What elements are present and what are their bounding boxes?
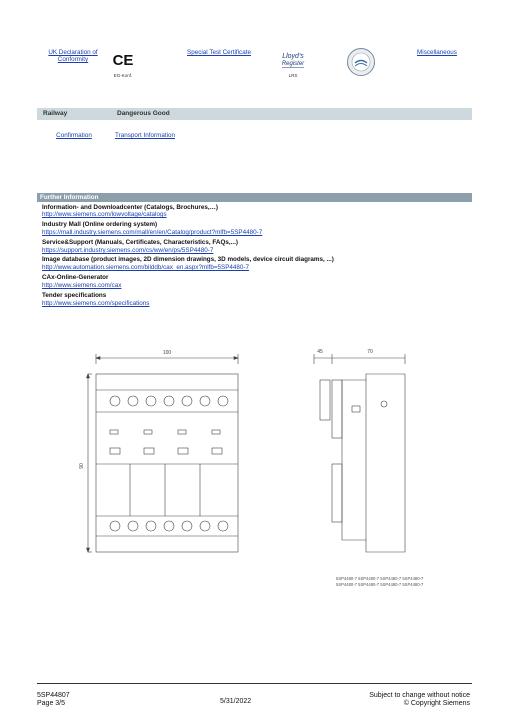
info-title-downloadcenter: Information- and Downloadcenter (Catalogs, Brochures,…) xyxy=(42,204,218,211)
info-link-downloadcenter[interactable]: http://www.siemens.com/lowvoltage/catalogs xyxy=(42,211,167,218)
lloyds-register-logo-icon xyxy=(279,50,307,70)
side-view xyxy=(314,354,405,552)
info-title-industry-mall: Industry Mall (Online ordering system) xyxy=(42,221,158,228)
footer-product-id: 5SP44807 xyxy=(37,692,70,699)
further-information-title: Further Information xyxy=(40,194,99,201)
marine-certificate-seal-icon xyxy=(346,47,376,77)
further-information-header xyxy=(37,193,472,202)
dimension-top-offset-label: 45 xyxy=(317,349,323,355)
info-title-image-database: Image database (product images, 2D dimension drawings, 3D models, device circuit diagrams, ...) xyxy=(42,256,334,263)
info-title-cax-generator: CAx-Online-Generator xyxy=(42,274,109,281)
dimension-height-label: 90 xyxy=(79,463,85,469)
info-link-image-database[interactable]: http://www.automation.siemens.com/bilddb/cax_en.aspx?mlfb=5SP4480-7 xyxy=(42,264,250,271)
uk-declaration-link[interactable]: UK Declaration of Conformity xyxy=(48,49,98,63)
dangerous-good-label: Dangerous Good xyxy=(117,110,170,117)
info-title-tender-specifications: Tender specifications xyxy=(42,292,107,299)
front-view xyxy=(87,354,239,552)
footer-notice: Subject to change without notice xyxy=(369,692,470,699)
lloyds-logo-line1: Lloyd's xyxy=(282,53,304,60)
lloyds-logo-line2: Register xyxy=(281,61,305,67)
transport-information-link[interactable]: Transport Information xyxy=(115,132,175,139)
svg-text:CE: CE xyxy=(112,52,134,68)
info-link-industry-mall[interactable]: https://mall.industry.siemens.com/mall/en/en/Catalog/product?mlfb=5SP4480-7 xyxy=(42,229,263,236)
footer-divider xyxy=(37,683,472,684)
railway-band xyxy=(37,108,472,120)
dimension-width-label: 100 xyxy=(162,350,172,356)
info-link-tender-specifications[interactable]: http://www.siemens.com/specifications xyxy=(42,300,150,307)
dimension-depth-label: 70 xyxy=(367,349,373,355)
miscellaneous-link[interactable]: Miscellaneous xyxy=(417,49,457,56)
info-link-cax-generator[interactable]: http://www.siemens.com/cax xyxy=(42,282,122,289)
dimension-drawing xyxy=(70,340,450,600)
info-link-service-support[interactable]: https://support.industry.siemens.com/cs/ww/en/ps/5SP4480-7 xyxy=(42,247,214,254)
ce-mark-icon xyxy=(110,50,136,68)
special-test-certificate-link[interactable]: Special Test Certificate xyxy=(187,49,251,56)
drawing-note-line2: 5SP4480-7 5SP4480-7 5SP4480-7 5SP4480-7 xyxy=(336,582,424,587)
info-title-service-support: Service&Support (Manuals, Certificates, Characteristics, FAQs,...) xyxy=(42,239,238,246)
drawing-note-line1: 5SP4480-7 5SP4480-7 5SP4480-7 5SP4480-7 xyxy=(336,576,424,581)
railway-label: Railway xyxy=(43,110,68,117)
confirmation-link[interactable]: Confirmation xyxy=(56,132,92,139)
footer-copyright: © Copyright Siemens xyxy=(403,700,470,707)
footer-page-number: Page 3/5 xyxy=(37,700,66,707)
lrs-caption: LRS xyxy=(288,73,298,78)
footer-date: 5/31/2022 xyxy=(220,698,252,705)
ce-caption: EG-Konf. xyxy=(113,73,133,78)
